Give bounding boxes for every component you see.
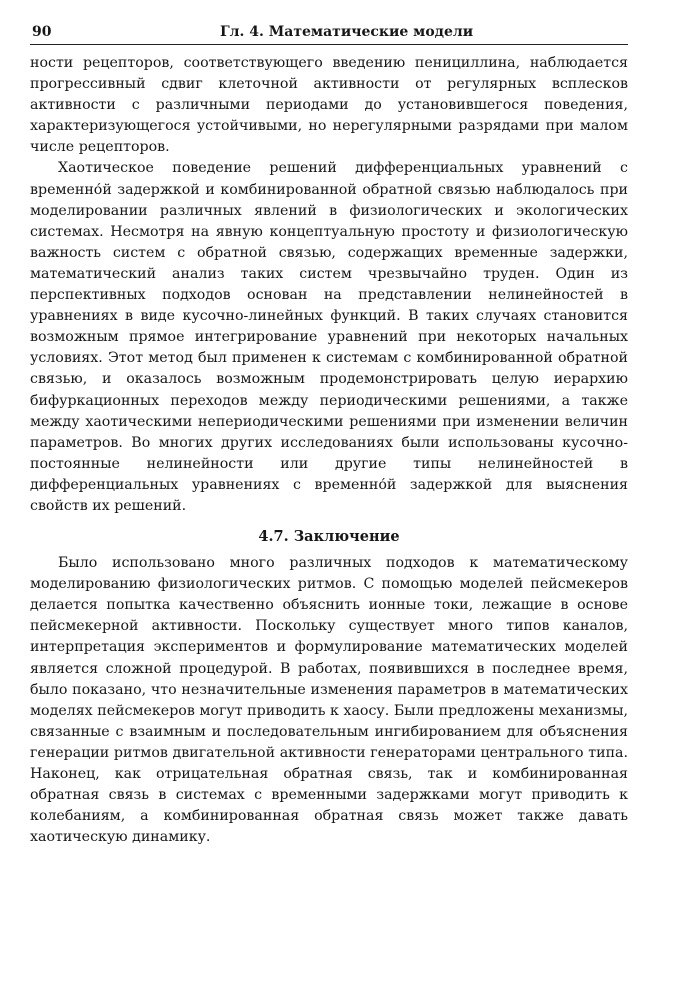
page-number: 90	[32, 24, 52, 40]
book-page	[30, 22, 628, 848]
page-header	[30, 22, 628, 45]
section-heading: 4.7. Заключение	[258, 528, 400, 546]
paragraph-chaotic-behavior: Хаотическое поведение решений дифференциальных уравнений с временно́й задержкой и комбинированной обратной связью наблюдалось при моделировании различных явлений в физиологических и экологических системах. Несмотря на явную концептуальную простоту и физиологическую важность систем с обратной связью, содержащих временные задержки, математический анализ таких систем чрезвычайно труден. Один из перспективных подходов основан на представлении нелинейностей в уравнениях в виде кусочно-линейных функций. В таких случаях становится возможным прямое интегрирование уравнений при некоторых начальных условиях. Этот метод был применен к системам с комбинированной обратной связью, и оказалось возможным продемонстрировать целую иерархию бифуркационных переходов между периодическими решениями, а также между хаотическими непериодическими решениями при изменении величин параметров. Во многих других исследованиях были использованы кусочно-постоянные нелинейности или другие типы нелинейностей в дифференциальных уравнениях с временно́й задержкой для выяснения свойств их решений.	[30, 160, 628, 514]
paragraph-continued: ности рецепторов, соответствующего введению пенициллина, наблюдается прогрессивный сдвиг клеточной активности от регулярных всплесков активности с различными периодами до установившегося поведения, характеризующегося устойчивыми, но нерегулярными разрядами при малом числе рецепторов.	[30, 55, 628, 156]
running-title: Гл. 4. Математические модели	[220, 24, 474, 40]
page-body	[30, 53, 628, 848]
paragraph-conclusion: Было использовано много различных подходов к математическому моделированию физиологических ритмов. С помощью моделей пейсмекеров делается попытка качественно объяснить ионные токи, лежащие в основе пейсмекерной активности. Поскольку существует много типов каналов, интерпретация экспериментов и формулирование математических моделей является сложной процедурой. В работах, появившихся в последнее время, было показано, что незначительные изменения параметров в математических моделях пейсмекеров могут приводить к хаосу. Были предложены механизмы, связанные с взаимным и последовательным ингибированием для объяснения генерации ритмов двигательной активности генераторами центрального типа. Наконец, как отрицательная обратная связь, так и комбинированная обратная связь в системах с временными задержками могут приводить к колебаниям, а комбинированная обратная связь может также давать хаотическую динамику.	[30, 555, 628, 846]
